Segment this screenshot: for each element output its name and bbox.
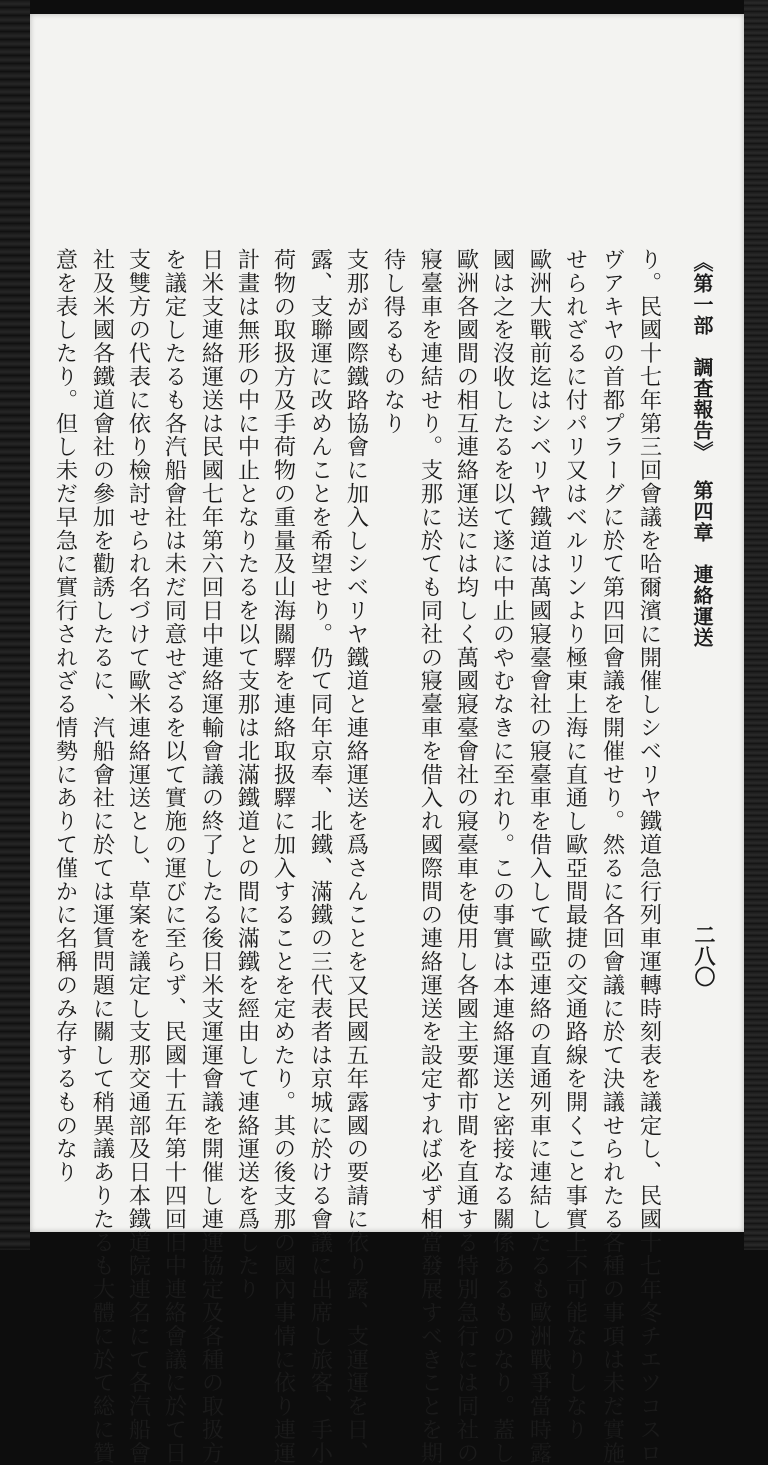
text-column-3: せられざるに付パリ又はベルリンより極東上海に直通し歐亞間最捷の交通路線を開くこと事實上不可能なりしなり [562,248,588,1442]
scan-right-margin [744,0,768,1250]
header-part: 《第一部 調査報告》 [690,252,714,462]
text-column-2: ヴアキヤの首都プラーグに於て第四回會議を開催せり。然るに各回會議に於て決議せられたる各種の事項は未だ實施 [599,248,625,1465]
text-column-15: 支雙方の代表に依り檢討せられ名づけて歐米連絡運送とし、草案を議定し支那交通部及日本鐵道院連名にて各汽船會 [125,248,151,1465]
page-number: 二八〇 [692,924,717,987]
text-column-10: 露、支聯運に改めんことを希望せり。仍て同年京奉、北鐵、滿鐵の三代表者は京城に於ける會議に出席し旅客、手小 [307,248,333,1465]
text-column-17: 意を表したり。但し未だ早急に實行されざる情勢にありて僅かに名稱のみ存するものなり [52,248,78,1184]
text-column-14: を議定したるも各汽船會社は未だ同意せざるを以て實施の運びに至らず、民國十五年第十四回旧中連絡會議に於て日 [161,248,187,1465]
text-column-8: 待し得るものなり [380,248,406,436]
text-column-12: 計畫は無形の中に中止となりたるを以て支那は北滿鐵道との間に滿鐵を經由して連絡運送を爲したり [234,248,260,1301]
text-column-1: り。民國十七年第三回會議を哈爾濱に開催しシベリヤ鐵道急行列車運轉時刻表を議定し、民國十七年冬チエツコスロ [636,248,662,1465]
text-column-13: 日米支連絡運送は民國七年第六回日中連絡運輸會議の終了したる後日米支運運會議を開催し連運協定及各種の取扱方 [198,248,224,1465]
header-chapter: 第四章 連絡運送 [690,480,714,648]
text-column-6: 歐洲各國間の相互連絡運送には均しく萬國寢臺會社の寢臺車を使用し各國主要都市間を直通する特別急行には同社の [453,248,479,1465]
scan-left-margin [0,0,30,1250]
text-column-5: 國は之を沒收したるを以て遂に中止のやむなきに至れり。この事實は本連絡運送と密接なる關係あるものなり。蓋し [489,248,515,1465]
text-column-7: 寢臺車を連結せり。支那に於ても同社の寢臺車を借入れ國際間の連絡運送を設定すれば必ず相當發展すべきことを期 [417,248,443,1465]
text-column-4: 歐洲大戰前迄はシベリヤ鐵道は萬國寢臺會社の寢臺車を借入して歐亞連絡の直通列車に連結したるも歐洲戰爭當時露 [526,248,552,1465]
text-column-9: 支那が國際鐵路協會に加入しシベリヤ鐵道と連絡運送を爲さんことを又民國五年露國の要請に依り露、支運運を日、 [343,248,369,1465]
text-column-16: 社及米國各鐵道會社の參加を勸誘したるに、汽船會社に於ては運賃問題に關して稍異議ありたるも大體に於て総に贊 [89,248,115,1465]
text-column-11: 荷物の取扱方及手荷物の重量及山海關驛を連絡取扱驛に加入することを定めたり。其の後支那の國內事情に依り連運 [270,248,296,1465]
running-header [688,252,716,648]
